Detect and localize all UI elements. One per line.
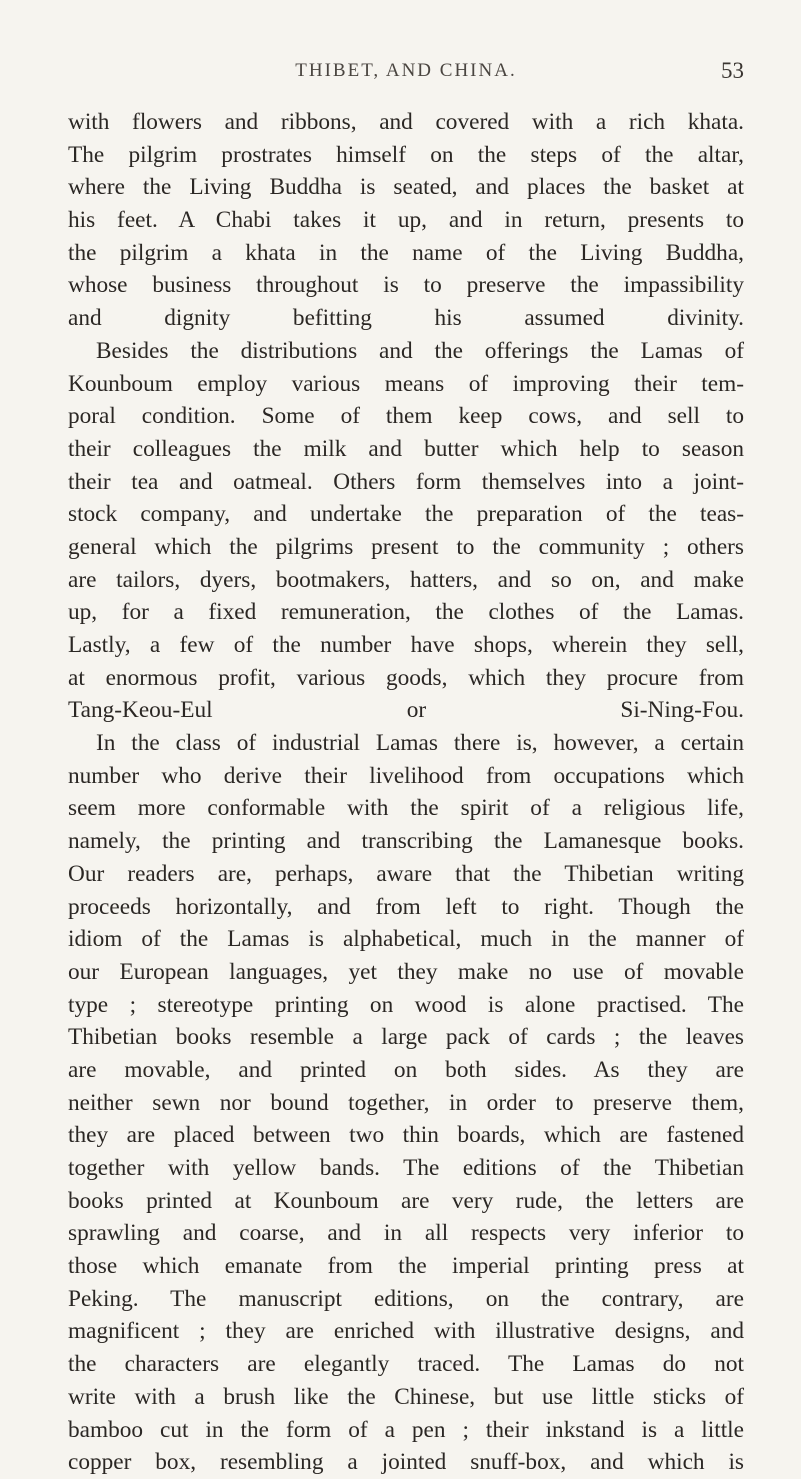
text-line: whose business throughout is to preserve the impassibility xyxy=(68,272,744,299)
text-line: they are placed between two thin boards, which are fastened xyxy=(68,1122,744,1149)
text-line: our European languages, yet they make no use of movable xyxy=(68,958,744,985)
text-line: Kounboum employ various means of improving their tem- xyxy=(68,370,744,397)
body-text xyxy=(68,106,744,1479)
text-line: and dignity befitting his assumed divinity. xyxy=(68,305,744,332)
text-line: seem more conformable with the spirit of a religious life, xyxy=(68,795,744,822)
text-line: are movable, and printed on both sides. As they are xyxy=(68,1056,744,1083)
text-line: the pilgrim a khata in the name of the Living Buddha, xyxy=(68,239,744,266)
text-line: bamboo cut in the form of a pen ; their inkstand is a little xyxy=(68,1416,744,1443)
text-line: with flowers and ribbons, and covered with a rich khata. xyxy=(68,109,744,135)
text-line: his feet. A Chabi takes it up, and in return, presents to xyxy=(68,207,744,234)
text-line: number who derive their livelihood from occupations which xyxy=(68,762,744,789)
text-line: poral condition. Some of them keep cows, and sell to xyxy=(68,403,744,430)
text-line: together with yellow bands. The editions of the Thibetian xyxy=(68,1155,744,1181)
text-line: Tang-Keou-Eul or Si-Ning-Fou. xyxy=(68,697,744,724)
text-line: where the Living Buddha is seated, and places the basket at xyxy=(68,174,744,201)
text-line: up, for a fixed remuneration, the clothes of the Lamas. xyxy=(68,599,744,626)
text-line: Peking. The manuscript editions, on the contrary, are xyxy=(68,1285,744,1312)
text-line: copper box, resembling a jointed snuff-box, and which is xyxy=(68,1449,744,1476)
text-line: stock company, and undertake the preparation of the teas- xyxy=(68,501,744,528)
text-line: books printed at Kounboum are very rude, the letters are xyxy=(68,1187,744,1214)
text-line: Thibetian books resemble a large pack of cards ; the leaves xyxy=(68,1024,744,1051)
text-line: neither sewn nor bound together, in order to preserve them, xyxy=(68,1089,744,1116)
text-line: write with a brush like the Chinese, but use little sticks of xyxy=(68,1383,744,1410)
text-line: In the class of industrial Lamas there is, however, a certain xyxy=(96,730,744,757)
text-line: Lastly, a few of the number have shops, wherein they sell, xyxy=(68,632,744,658)
text-line: idiom of the Lamas is alphabetical, much in the manner of xyxy=(68,926,744,953)
text-line: sprawling and coarse, and in all respects very inferior to xyxy=(68,1220,744,1247)
text-line: their colleagues the milk and butter which help to season xyxy=(68,435,744,462)
text-line: the characters are elegantly traced. The Lamas do not xyxy=(68,1351,744,1378)
text-line: general which the pilgrims present to the community ; others xyxy=(68,533,744,560)
text-line: those which emanate from the imperial printing press at xyxy=(68,1253,744,1280)
text-line: magnificent ; they are enriched with illustrative designs, and xyxy=(68,1318,744,1345)
text-line: Besides the distributions and the offerings the Lamas of xyxy=(96,337,744,364)
text-line: at enormous profit, various goods, which they procure from xyxy=(68,664,744,691)
running-head xyxy=(68,60,744,90)
text-line: The pilgrim prostrates himself on the steps of the altar, xyxy=(68,141,744,168)
text-line: Our readers are, perhaps, aware that the Thibetian writing xyxy=(68,860,744,887)
running-title: THIBET, AND CHINA. xyxy=(295,60,517,81)
page-number: 53 xyxy=(721,58,744,83)
text-line: type ; stereotype printing on wood is alone practised. The xyxy=(68,991,744,1018)
text-line: namely, the printing and transcribing the Lamanesque books. xyxy=(68,828,744,855)
text-line: proceeds horizontally, and from left to right. Though the xyxy=(68,893,744,920)
text-line: are tailors, dyers, bootmakers, hatters, and so on, and make xyxy=(68,566,744,593)
text-line: their tea and oatmeal. Others form themselves into a joint- xyxy=(68,468,744,495)
